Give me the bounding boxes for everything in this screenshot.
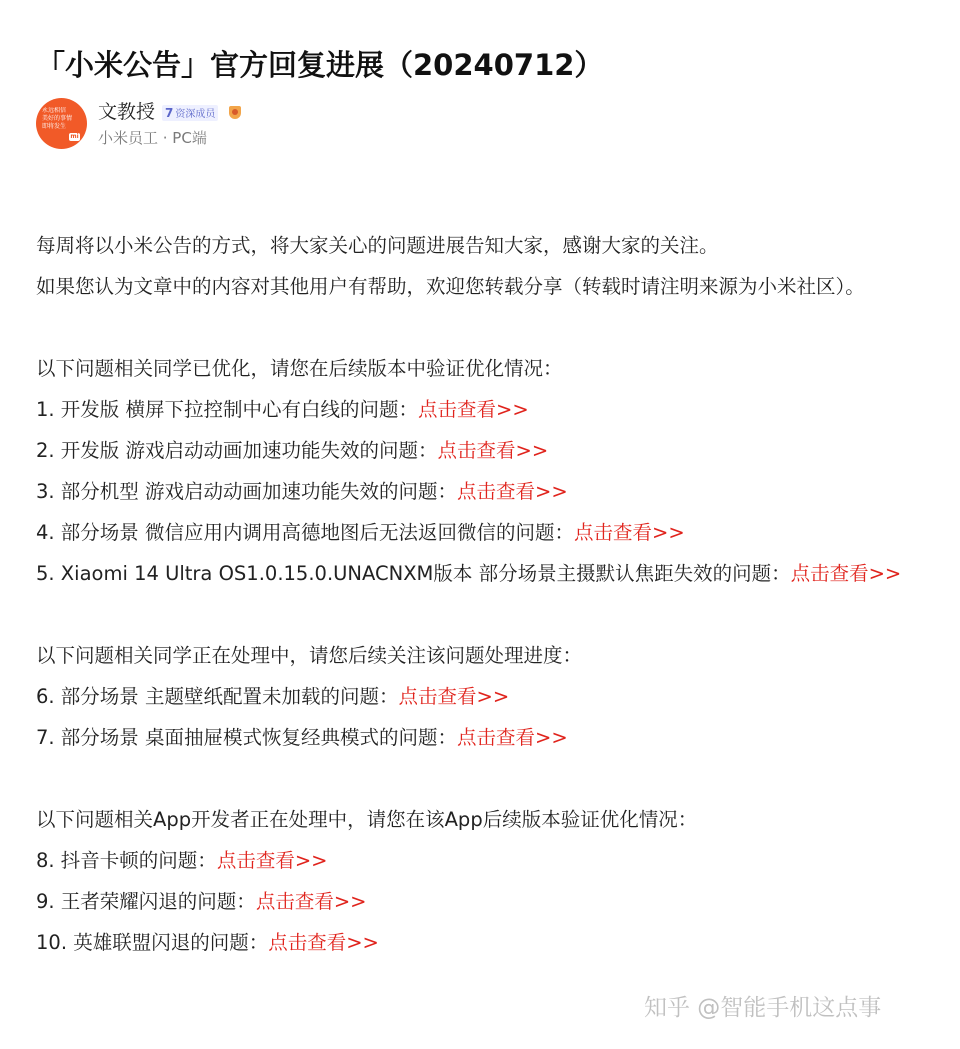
view-link[interactable]: 点击查看>>	[457, 726, 568, 749]
list-item: 10. 英雄联盟闪退的问题：点击查看>>	[36, 931, 379, 954]
list-item: 3. 部分机型 游戏启动动画加速功能失效的问题：点击查看>>	[36, 480, 568, 503]
badge-level: 7	[165, 106, 174, 120]
list-item: 5. Xiaomi 14 Ultra OS1.0.15.0.UNACNXM版本 部分场景主摄默认焦距失效的问题：点击查看>>	[36, 562, 902, 585]
view-link[interactable]: 点击查看>>	[437, 439, 549, 462]
intro-line: 如果您认为文章中的内容对其他用户有帮助，欢迎您转载分享（转载时请注明来源为小米社区）。	[36, 275, 865, 298]
section-heading: 以下问题相关同学正在处理中，请您后续关注该问题处理进度：	[36, 644, 583, 667]
section-heading: 以下问题相关App开发者正在处理中，请您在该App后续版本验证优化情况：	[36, 808, 698, 831]
list-item: 2. 开发版 游戏启动动画加速功能失效的问题：点击查看>>	[36, 439, 549, 462]
view-link[interactable]: 点击查看>>	[255, 890, 367, 913]
view-link[interactable]: 点击查看>>	[574, 521, 685, 544]
watermark: 知乎 @智能手机这点事	[644, 995, 882, 1021]
avatar[interactable]	[36, 98, 87, 149]
list-item: 9. 王者荣耀闪退的问题：点击查看>>	[36, 890, 367, 913]
view-link[interactable]: 点击查看>>	[457, 480, 568, 503]
intro-line: 每周将以小米公告的方式，将大家关心的问题进展告知大家，感谢大家的关注。	[36, 234, 719, 257]
section-heading: 以下问题相关同学已优化，请您在后续版本中验证优化情况：	[36, 357, 563, 380]
list-item: 7. 部分场景 桌面抽屉模式恢复经典模式的问题：点击查看>>	[36, 726, 568, 749]
author-meta: 小米员工 · PC端	[98, 129, 207, 147]
badge-label: 资深成员	[175, 109, 216, 120]
view-link[interactable]: 点击查看>>	[216, 849, 328, 872]
list-item: 8. 抖音卡顿的问题：点击查看>>	[36, 849, 328, 872]
post-content	[36, 225, 924, 963]
list-item: 6. 部分场景 主题壁纸配置未加载的问题：点击查看>>	[36, 685, 510, 708]
view-link[interactable]: 点击查看>>	[268, 931, 379, 954]
author-info	[36, 98, 536, 152]
medal-icon	[229, 106, 241, 119]
author-name[interactable]: 文教授	[98, 101, 156, 123]
member-badge	[162, 105, 218, 121]
view-link[interactable]: 点击查看>>	[398, 685, 510, 708]
view-link[interactable]: 点击查看>>	[418, 398, 529, 421]
mi-logo-icon: mi	[70, 133, 79, 140]
avatar-slogan: 永远相信 美好的事情 即将发生	[42, 107, 73, 130]
list-item: 1. 开发版 横屏下拉控制中心有白线的问题：点击查看>>	[36, 398, 529, 421]
view-link[interactable]: 点击查看>>	[790, 562, 902, 585]
post-title: 「小米公告」官方回复进展（20240712）	[36, 48, 604, 83]
list-item: 4. 部分场景 微信应用内调用高德地图后无法返回微信的问题：点击查看>>	[36, 521, 685, 544]
